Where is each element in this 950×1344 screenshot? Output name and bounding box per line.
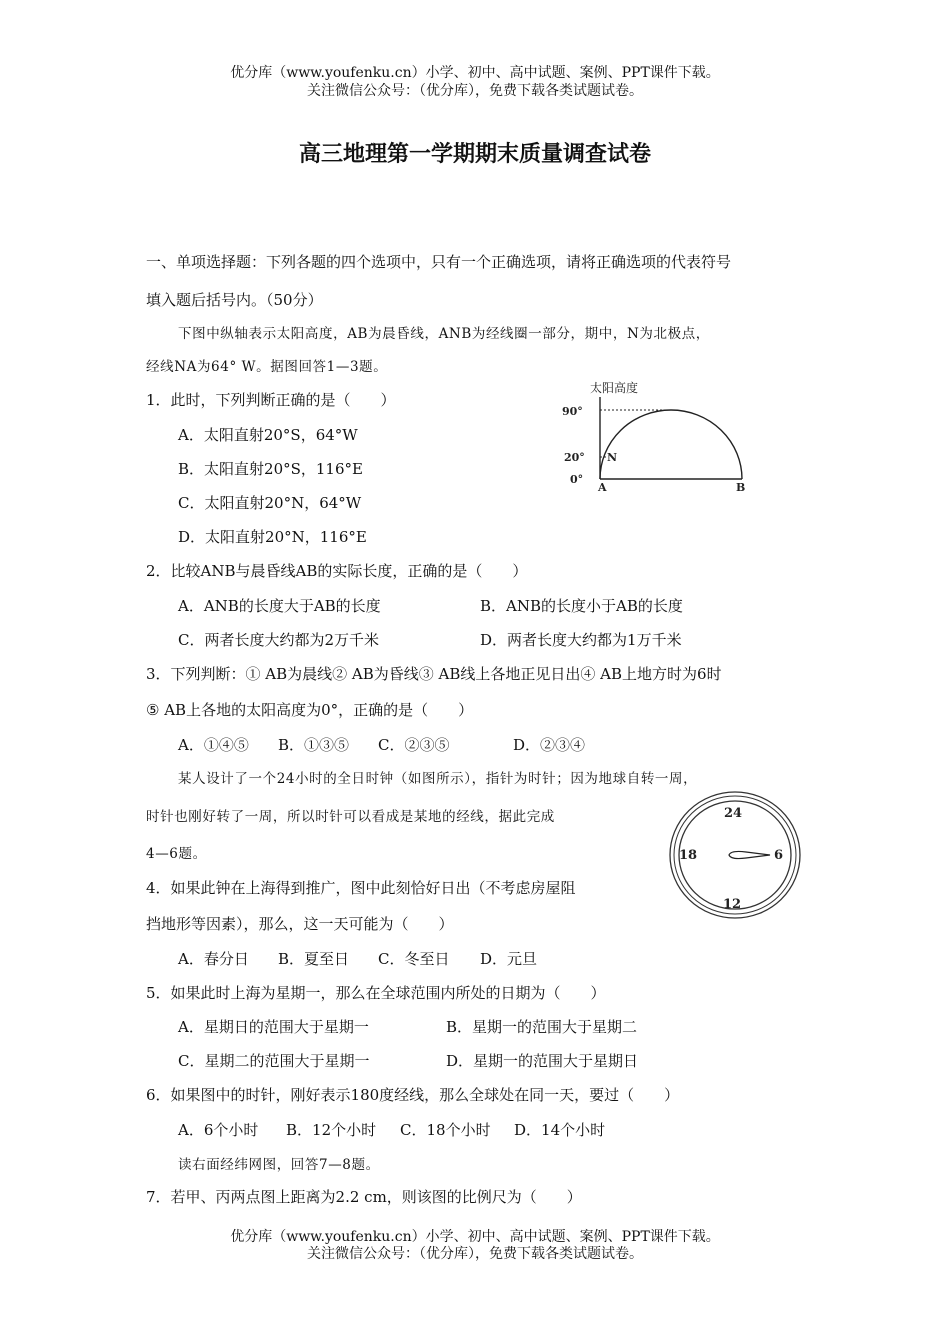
intro-1-line-2: 经线NA为64° W。据图回答1—3题。	[146, 359, 388, 375]
question-6-stem: 6．如果图中的时针，刚好表示180度经线，那么全球处在同一天，要过（ ）	[146, 1086, 680, 1104]
24-hour-clock-figure	[666, 788, 804, 922]
question-3-option-a: A．①④⑤	[178, 736, 249, 754]
intro-2-line-2: 时针也刚好转了一周，所以时针可以看成是某地的经线，据此完成	[146, 809, 555, 825]
section-instruction-line-1: 一、单项选择题：下列各题的四个选项中，只有一个正确选项，请将正确选项的代表符号	[146, 253, 732, 271]
header-line-1: 优分库（www.youfenku.cn）小学、初中、高中试题、案例、PPT课件下载。	[230, 65, 720, 81]
intro-2-line-3: 4—6题。	[146, 846, 207, 862]
question-4-stem-line-1: 4．如果此钟在上海得到推广，图中此刻恰好日出（不考虑房屋阻	[146, 879, 576, 897]
footer-line-2: 关注微信公众号：（优分库），免费下载各类试题试卷。	[307, 1246, 643, 1262]
question-2-option-a: A．ANB的长度大于AB的长度	[178, 597, 381, 615]
intro-1-line-1: 下图中纵轴表示太阳高度，AB为晨昏线，ANB为经线圈一部分，期中，N为北极点，	[178, 326, 710, 342]
question-3-stem-line-2: ⑤ AB上各地的太阳高度为0°，正确的是（ ）	[146, 701, 474, 719]
question-7-stem: 7．若甲、丙两点图上距离为2.2 cm，则该图的比例尺为（ ）	[146, 1188, 582, 1206]
tick-20: 20°	[564, 451, 585, 464]
question-1-stem: 1．此时，下列判断正确的是（ ）	[146, 391, 396, 409]
clock-label-18: 18	[679, 848, 698, 863]
question-3-stem-line-1: 3．下列判断：① AB为晨线② AB为昏线③ AB线上各地正见日出④ AB上地方时为6时	[146, 665, 722, 683]
question-1-option-b: B．太阳直射20°S，116°E	[178, 460, 363, 478]
tick-0: 0°	[570, 473, 584, 486]
question-6-option-c: C．18个小时	[400, 1121, 491, 1139]
question-5-option-a: A．星期日的范围大于星期一	[178, 1018, 369, 1036]
section-instruction-line-2: 填入题后括号内。（50分）	[146, 291, 323, 309]
question-4-option-b: B．夏至日	[278, 950, 350, 968]
question-4-option-a: A．春分日	[178, 950, 249, 968]
meridian-arc-anb	[600, 410, 742, 479]
question-4-option-c: C．冬至日	[378, 950, 450, 968]
question-5-stem: 5．如果此时上海为星期一，那么在全球范围内所处的日期为（ ）	[146, 984, 606, 1002]
point-a-label: A	[598, 481, 607, 494]
point-n-label: N	[607, 451, 618, 464]
clock-label-24: 24	[724, 806, 743, 821]
point-b-label: B	[736, 481, 746, 494]
question-5-option-c: C．星期二的范围大于星期一	[178, 1052, 370, 1070]
clock-label-12: 12	[723, 897, 742, 912]
intro-2-line-1: 某人设计了一个24小时的全日时钟（如图所示），指针为时针；因为地球自转一周，	[178, 771, 698, 787]
question-2-stem: 2．比较ANB与晨昏线AB的实际长度，正确的是（ ）	[146, 562, 528, 580]
clock-label-6: 6	[774, 848, 784, 863]
question-6-option-a: A．6个小时	[178, 1121, 259, 1139]
question-2-option-b: B．ANB的长度小于AB的长度	[480, 597, 683, 615]
question-2-option-c: C．两者长度大约都为2万千米	[178, 631, 380, 649]
sun-altitude-figure	[560, 375, 760, 495]
question-4-option-d: D．元旦	[480, 950, 538, 968]
question-3-option-b: B．①③⑤	[278, 736, 350, 754]
intro-3: 读右面经纬网图，回答7—8题。	[178, 1157, 380, 1173]
figure-y-label: 太阳高度	[590, 381, 639, 395]
question-6-option-b: B．12个小时	[286, 1121, 377, 1139]
question-6-option-d: D．14个小时	[514, 1121, 606, 1139]
question-5-option-d: D．星期一的范围大于星期日	[446, 1052, 639, 1070]
question-4-stem-line-2: 挡地形等因素），那么，这一天可能为（ ）	[146, 915, 454, 933]
question-1-option-a: A．太阳直射20°S，64°W	[178, 426, 358, 444]
question-3-option-d: D．②③④	[513, 736, 586, 754]
question-5-option-b: B．星期一的范围大于星期二	[446, 1018, 638, 1036]
question-3-option-c: C．②③⑤	[378, 736, 450, 754]
question-2-option-d: D．两者长度大约都为1万千米	[480, 631, 682, 649]
footer-line-1: 优分库（www.youfenku.cn）小学、初中、高中试题、案例、PPT课件下载。	[230, 1229, 720, 1245]
tick-90: 90°	[562, 405, 583, 418]
header-line-2: 关注微信公众号：（优分库），免费下载各类试题试卷。	[307, 83, 643, 99]
question-1-option-c: C．太阳直射20°N，64°W	[178, 494, 362, 512]
page-title: 高三地理第一学期期末质量调查试卷	[298, 141, 651, 167]
question-1-option-d: D．太阳直射20°N，116°E	[178, 528, 367, 546]
clock-hour-hand	[729, 851, 770, 858]
